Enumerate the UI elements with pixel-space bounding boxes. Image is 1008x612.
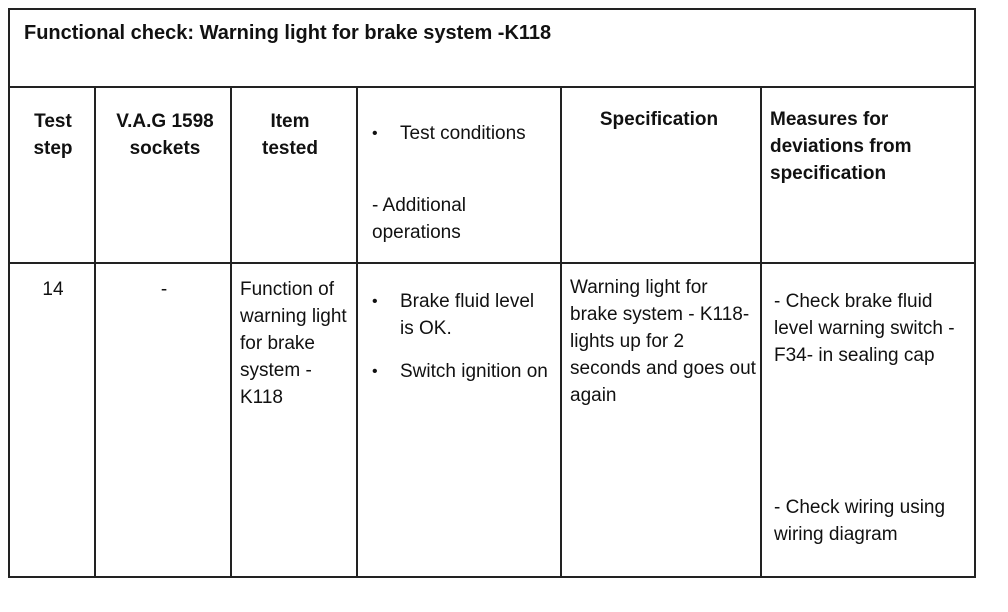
header-additional-operations: - Additional operations [372, 195, 467, 243]
row-measure-1: - Check brake fluid level warning switch -F34- in sealing cap [774, 291, 955, 366]
row-test-conditions [364, 288, 552, 401]
condition-item [364, 358, 552, 385]
header-measures: Measures for deviations from specification [770, 109, 912, 184]
header-test-step: Test step [33, 111, 73, 159]
header-test-conditions [364, 120, 544, 163]
row-vag-sockets: - [160, 279, 168, 300]
column-divider [94, 88, 96, 576]
bullet-icon: • [372, 363, 378, 380]
header-item-tested: Item tested [262, 111, 318, 159]
condition-text: Brake fluid level is OK. [400, 291, 535, 339]
column-divider [356, 88, 358, 576]
table-title: Functional check: Warning light for brake system -K118 [24, 22, 552, 44]
header-specification: Specification [599, 109, 719, 130]
table-title-row [10, 10, 974, 88]
table-grid [10, 88, 974, 576]
row-test-step: 14 [42, 279, 64, 300]
functional-check-table [8, 8, 976, 578]
condition-text: Switch ignition on [400, 361, 548, 382]
row-item-tested: Function of warning light for brake system - K118 [240, 279, 347, 408]
header-condition-label: Test conditions [400, 123, 526, 144]
column-divider [560, 88, 562, 576]
column-divider [760, 88, 762, 576]
header-vag-sockets: V.A.G 1598 sockets [116, 111, 214, 159]
header-condition-bullet [364, 120, 544, 147]
bullet-icon: • [372, 293, 378, 310]
row-divider [10, 262, 974, 264]
column-divider [230, 88, 232, 576]
condition-item [364, 288, 552, 342]
bullet-icon: • [372, 125, 378, 142]
row-measure-2: - Check wiring using wiring diagram [774, 497, 946, 545]
row-specification: Warning light for brake system - K118- lights up for 2 seconds and goes out again [570, 277, 756, 406]
